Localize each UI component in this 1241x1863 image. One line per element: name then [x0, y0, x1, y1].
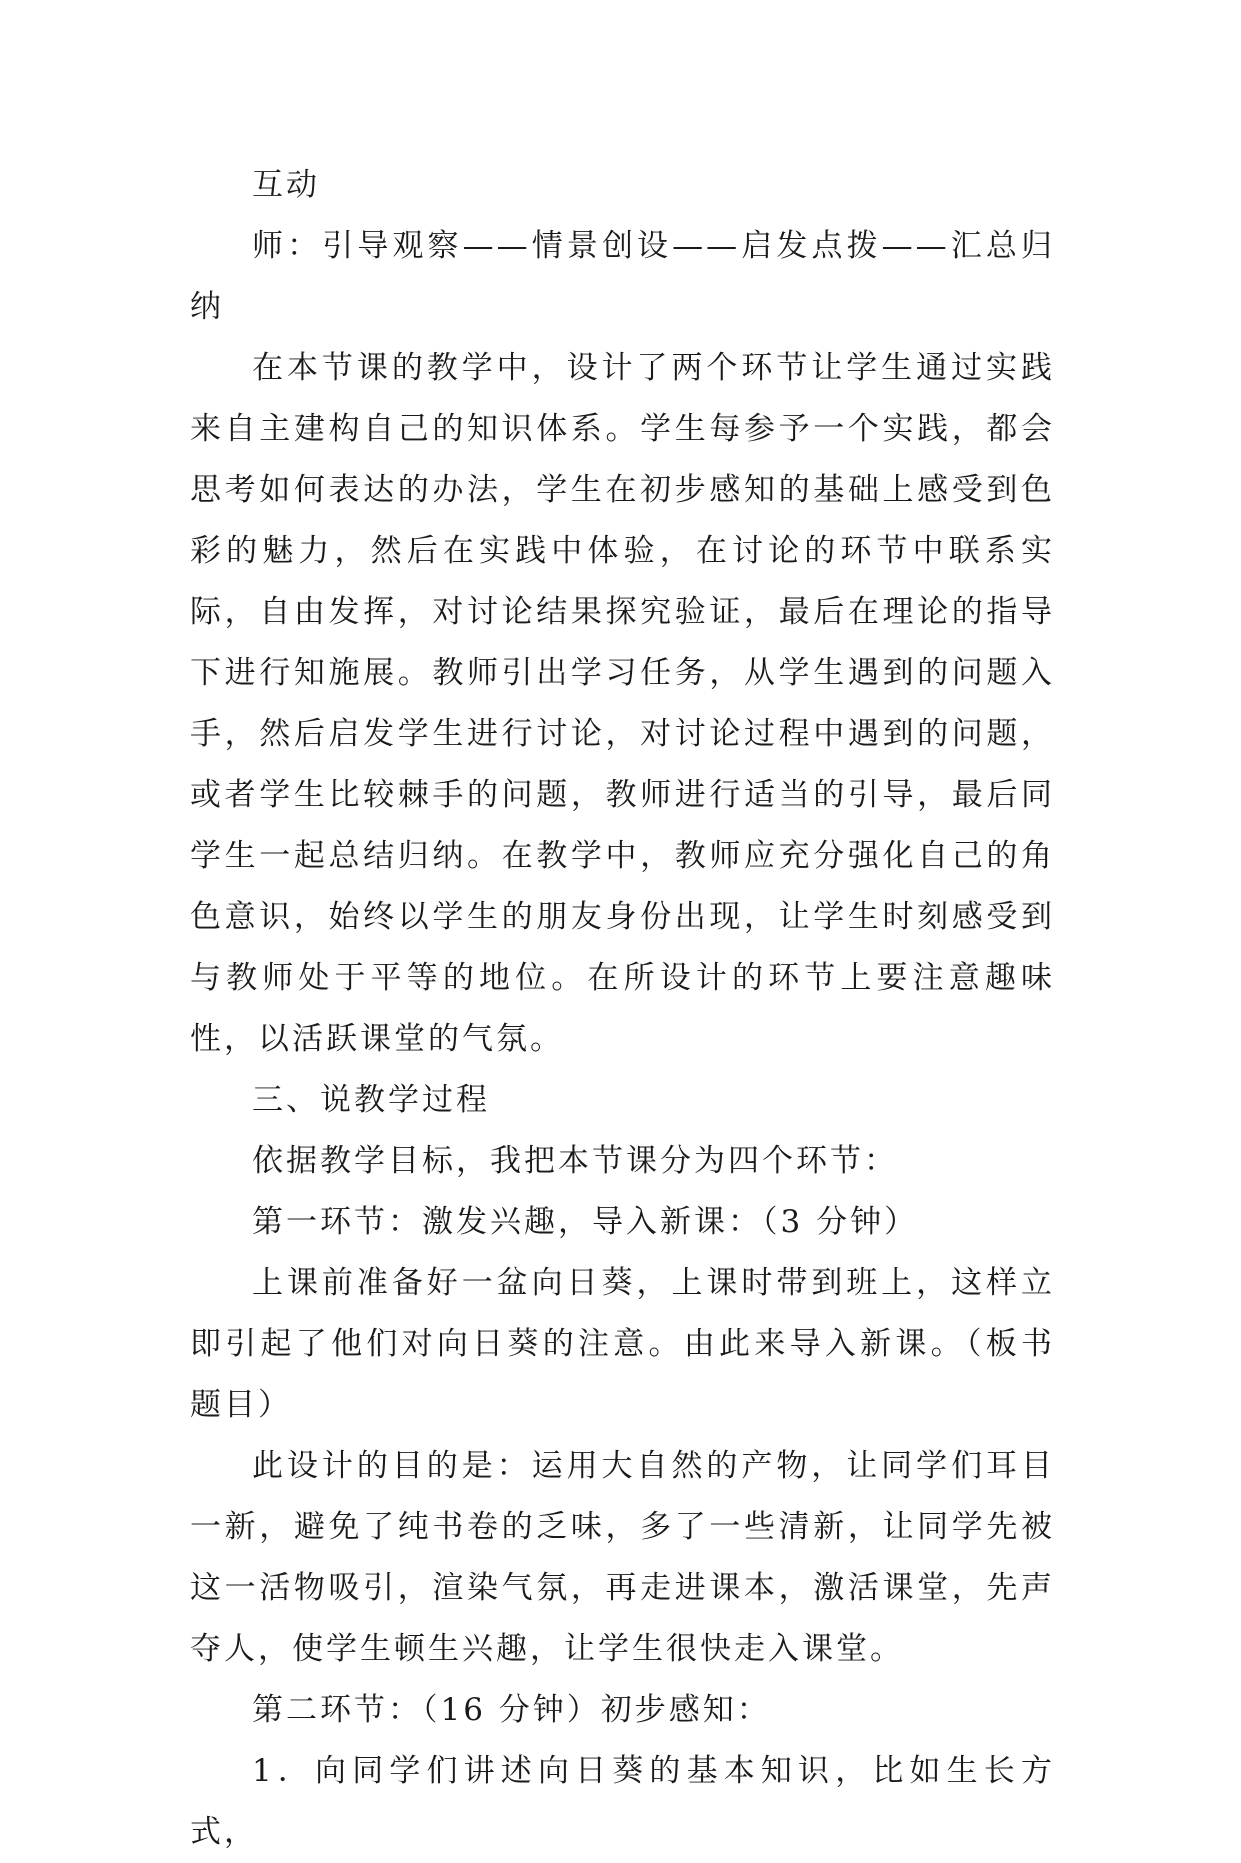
section-heading-teaching-process: 三、说教学过程 — [252, 1082, 490, 1118]
paragraph-teacher-steps: 师：引导观察——情景创设——启发点拨——汇总归纳 — [190, 228, 1055, 325]
document-body — [190, 155, 1055, 1863]
paragraph-stage-one-activity: 上课前准备好一盆向日葵，上课时带到班上，这样立即引起了他们对向日葵的注意。由此来导入新课。（板书题目） — [190, 1265, 1055, 1423]
stage-two-heading: 第二环节：（16 分钟）初步感知： — [252, 1692, 771, 1728]
paragraph-stage-two-item-1: 1．向同学们讲述向日葵的基本知识，比如生长方式， — [190, 1753, 1055, 1850]
paragraph-stage-one-purpose: 此设计的目的是：运用大自然的产物，让同学们耳目一新，避免了纯书卷的乏味，多了一些清新，让同学先被这一活物吸引，渲染气氛，再走进课本，激活课堂，先声夺人，使学生顿生兴趣，让学生很快走入课堂。 — [190, 1448, 1055, 1667]
paragraph-four-stages: 依据教学目标，我把本节课分为四个环节： — [252, 1143, 898, 1179]
paragraph-teaching-design: 在本节课的教学中，设计了两个环节让学生通过实践来自主建构自己的知识体系。学生每参予一个实践，都会思考如何表达的办法，学生在初步感知的基础上感受到色彩的魅力，然后在实践中体验，在讨论的环节中联系实际，自由发挥，对讨论结果探究验证，最后在理论的指导下进行知施展。教师引出学习任务，从学生遇到的问题入手，然后启发学生进行讨论，对讨论过程中遇到的问题，或者学生比较棘手的问题，教师进行适当的引导，最后同学生一起总结归纳。在教学中，教师应充分强化自己的角色意识，始终以学生的朋友身份出现，让学生时刻感受到与教师处于平等的地位。在所设计的环节上要注意趣味性，以活跃课堂的气氛。 — [190, 350, 1055, 1057]
stage-one-heading: 第一环节：激发兴趣，导入新课：（3 分钟） — [252, 1204, 919, 1240]
paragraph-interaction: 互动 — [252, 167, 320, 203]
